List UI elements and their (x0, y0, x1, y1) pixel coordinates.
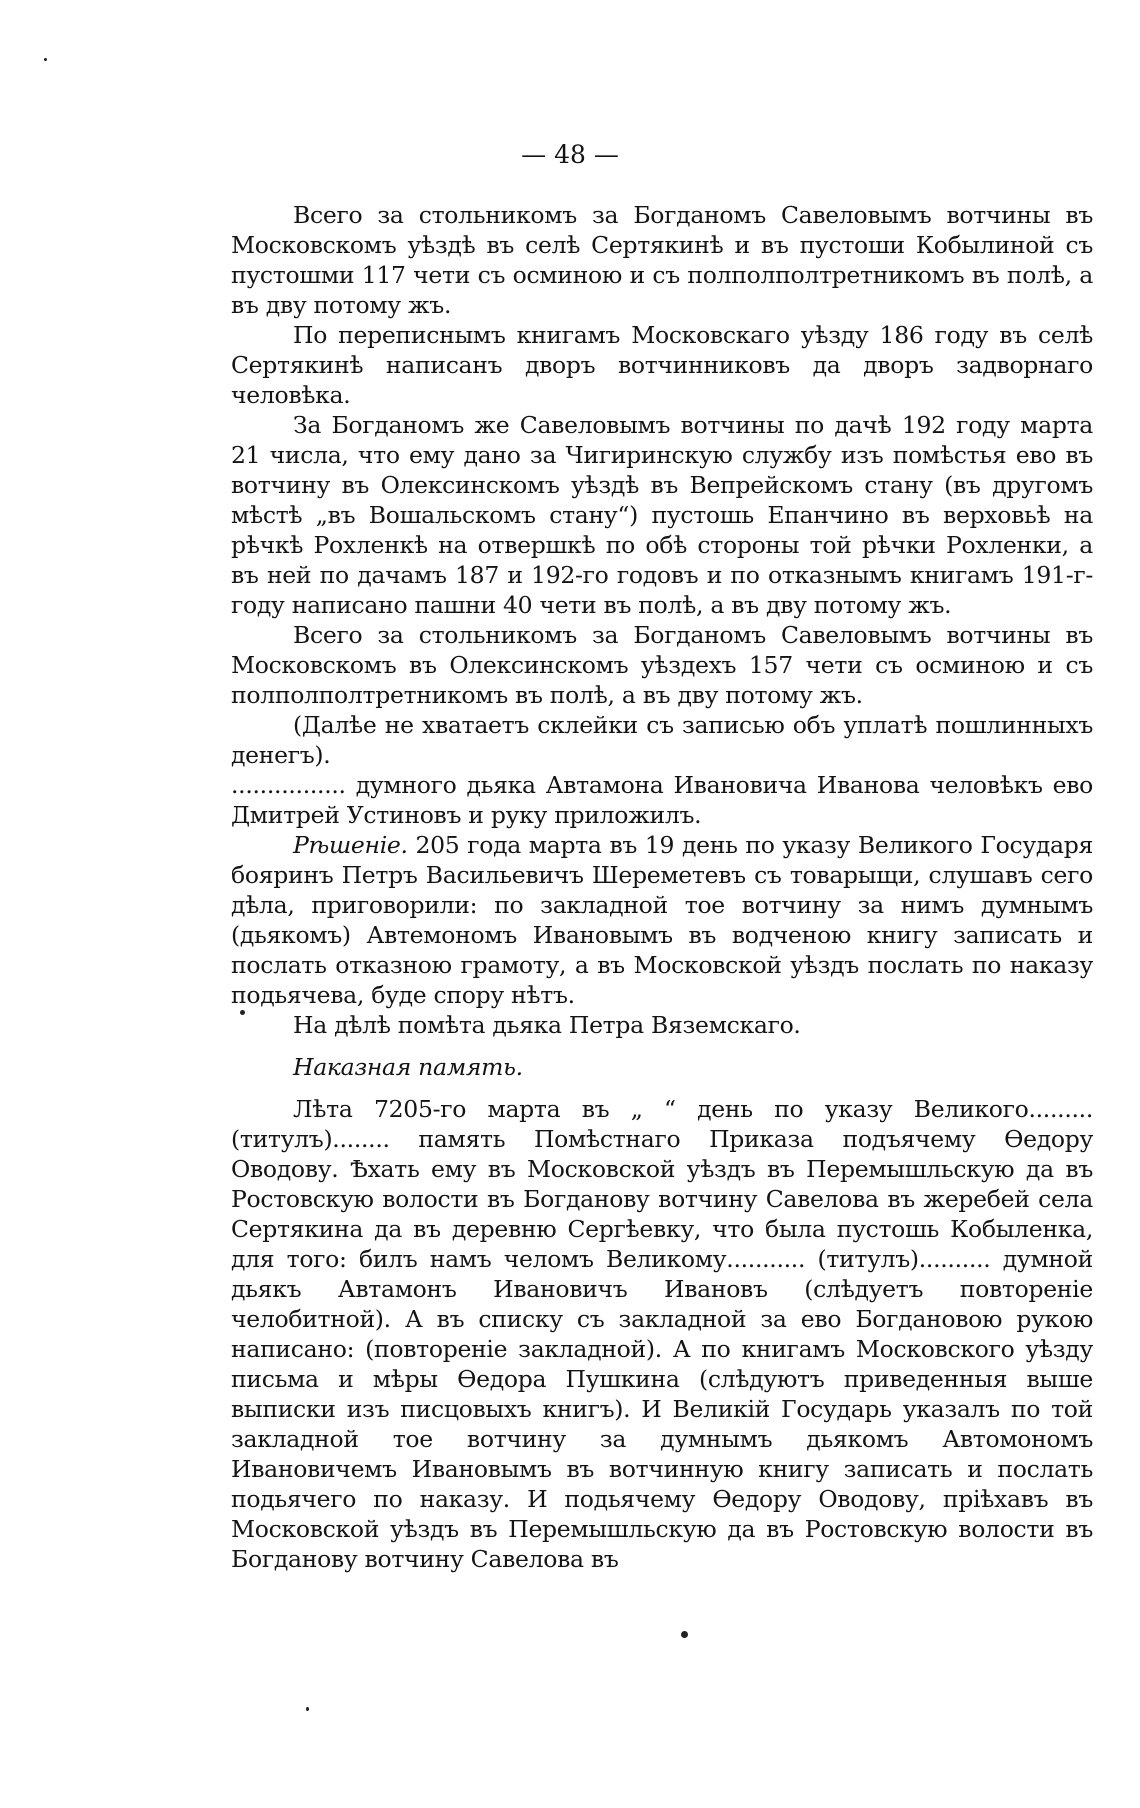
resolution-paragraph (231, 830, 1093, 1010)
note: На дѣлѣ помѣта дьяка Петра Вяземскаго. (293, 1011, 801, 1039)
paragraph: Всего за стольникомъ за Богданомъ Савеловымъ вотчины въ Московскомъ въ Олексинскомъ уѣздехъ 157 чети съ осминою и съ полполполтретникомъ въ полѣ, а въ дву потому жъ. (231, 621, 1093, 709)
order-paragraph: Лѣта 7205-го марта въ „ “ день по указу Великого......... (титулъ)........ память Помѣстнаго Приказа подъячему Ѳедору Оводову. Ѣхать ему въ Московской уѣздъ въ Перемышльскую да въ Ростовскую волости въ Богданову вотчину Савелова въ жеребей села Сертякина да въ деревню Сергѣевку, что была пустошь Кобыленка, для того: билъ намъ челомъ Великому........... (титулъ).......... думной дьякъ Автамонъ Ивановичъ Ивановъ (слѣдуетъ повтореніе челобитной). А въ списку съ закладной за ево Богдановою рукою написано: (повтореніе закладной). А по книгамъ Московского уѣзду письма и мѣры Ѳедора Пушкина (слѣдуютъ приведенныя выше выписки изъ писцовыхъ книгъ). И Великій Государь указалъ по той закладной тое вотчину за думнымъ дьякомъ Автомономъ Ивановичемъ Ивановымъ въ вотчинную книгу записать и послать подьячего по наказу. И подьячему Ѳедору Оводову, пріѣхавъ въ Московской уѣздъ въ Перемышльскую да въ Ростовскую волости въ Богданову вотчину Савелова въ (231, 1095, 1093, 1573)
paragraph: За Богданомъ же Савеловымъ вотчины по дачѣ 192 году марта 21 числа, что ему дано за Чигиринскую службу изъ помѣстья ево въ вотчину въ Олексинскомъ уѣздѣ въ Вепрейскомъ стану (въ другомъ мѣстѣ „въ Вошальскомъ стану“) пустошь Епанчино въ верховьѣ на рѣчкѣ Рохленкѣ на отвершкѣ по обѣ стороны той рѣчки Рохленки, а въ ней по дачамъ 187 и 192-го годовъ и по отказнымъ книгамъ 191-г-году написано пашни 40 чети въ полѣ, а въ дву потому жъ. (231, 411, 1093, 619)
paragraph: ................ думного дьяка Автамона Ивановича Иванова человѣкъ ево Дмитрей Устиновъ и руку приложилъ. (231, 771, 1093, 829)
ink-speck (240, 1010, 245, 1015)
page-number: — 48 — (521, 140, 619, 169)
ink-speck (306, 1707, 309, 1711)
paragraph: По переписнымъ книгамъ Московскаго уѣзду 186 году въ селѣ Сертякинѣ написанъ дворъ вотчинниковъ да дворъ задворнаго человѣка. (231, 321, 1093, 409)
section-heading: Наказная память. (293, 1053, 523, 1081)
resolution-label: Рѣшеніе. (293, 831, 408, 859)
paragraph: (Далѣе не хватаетъ склейки съ записью объ уплатѣ пошлинныхъ денегъ). (231, 711, 1093, 769)
ink-speck (44, 58, 47, 61)
paragraph: Всего за стольникомъ за Богданомъ Савеловымъ вотчины въ Московскомъ уѣздѣ въ селѣ Сертякинѣ и въ пустоши Кобылиной съ пустошми 117 чети съ осминою и съ полполполтретникомъ въ полѣ, а въ дву потому жъ. (231, 201, 1093, 319)
resolution-text: 205 года марта въ 19 день по указу Великого Государя бояринъ Петръ Васильевичъ Шереметевъ съ товарыщи, слушавъ сего дѣла, приговорили: по закладной тое вотчину за нимъ думнымъ (дьякомъ) Автемономъ Ивановымъ въ водченою книгу записать и послать отказною грамоту, а въ Московской уѣздъ послать по наказу подьячева, буде спору нѣтъ. (231, 831, 1093, 1009)
ink-speck (681, 1631, 688, 1638)
body-text (231, 200, 1093, 1574)
